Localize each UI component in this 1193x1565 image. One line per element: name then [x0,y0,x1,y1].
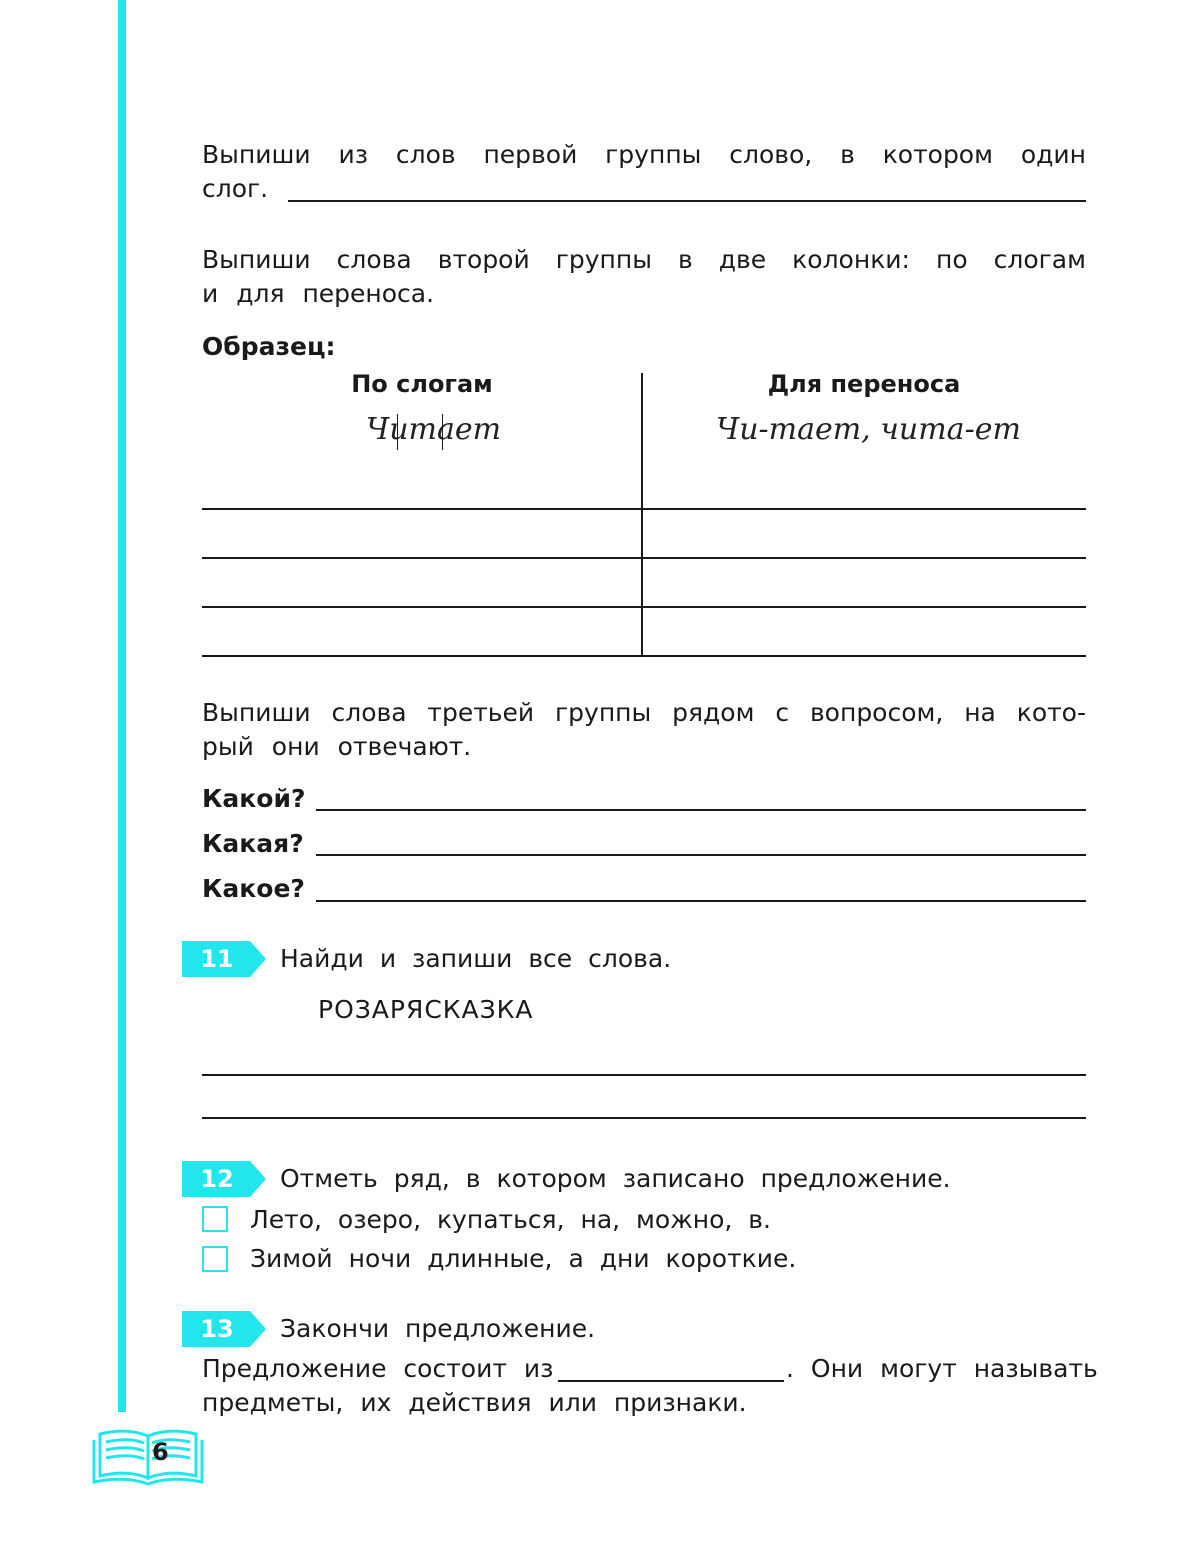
task-number-badge-11 [182,941,266,977]
answer-line-kakoe[interactable] [316,900,1086,902]
task-second-group-line1: Выпиши слова второй группы в две колонки: по слогам [202,245,1086,274]
answer-line-task13[interactable] [558,1380,784,1382]
task-number-12: 12 [200,1165,234,1193]
answer-line-task11-2[interactable] [202,1117,1086,1119]
col-hyphenation-header: Для переноса [767,370,961,398]
sample-label: Образец: [202,332,336,361]
task-first-group-text [202,138,1086,206]
task-number-badge-12 [182,1161,266,1197]
task-second-group-text [202,243,1086,311]
task11-letters: РОЗАРЯСКАЗКА [318,995,534,1024]
task12-text: Отметь ряд, в котором записано предложение. [280,1164,951,1193]
option-checkbox-2[interactable] [202,1246,228,1272]
task-third-group-line1: Выпиши слова третьей группы рядом с вопросом, на кото- [202,698,1086,727]
answer-line-kakoy[interactable] [316,809,1086,811]
task-first-group-line1: Выпиши из слов первой группы слово, в котором один [202,140,1086,169]
syllable-mark-2 [442,414,443,450]
option-text-2: Зимой ночи длинные, а дни короткие. [250,1244,797,1273]
open-book-icon [88,1426,208,1488]
table-row-line-1 [202,508,1086,510]
page-number: 6 [152,1438,169,1466]
example-syllables: Читает [366,412,502,447]
task13-text: Закончи предложение. [280,1314,596,1343]
task-first-group-line2: слог. [202,174,269,203]
task-number-13: 13 [200,1315,234,1343]
table-divider [641,373,643,656]
task-second-group-line2: и для переноса. [202,279,435,308]
option-checkbox-1[interactable] [202,1206,228,1232]
question-kakoy: Какой? [202,784,306,813]
task-number-11: 11 [200,945,234,973]
question-kakoe: Какое? [202,874,305,903]
col-syllables-header: По слогам [351,370,493,398]
answer-line-task11-1[interactable] [202,1074,1086,1076]
task13-line1-before: Предложение состоит из [202,1354,554,1383]
syllable-mark-1 [397,414,398,450]
answer-line-kakaya[interactable] [316,854,1086,856]
option-text-1: Лето, озеро, купаться, на, можно, в. [250,1205,771,1234]
table-row-line-4 [202,655,1086,657]
task-third-group-text [202,696,1086,764]
answer-line-one-syllable[interactable] [288,200,1086,202]
table-row-line-2 [202,557,1086,559]
task13-line1-after: . Они могут называть [786,1354,1098,1383]
task-third-group-line2: рый они отвечают. [202,732,472,761]
question-kakaya: Какая? [202,829,304,858]
task11-text: Найди и запиши все слова. [280,944,672,973]
margin-bar [118,0,126,1412]
task13-line2: предметы, их действия или признаки. [202,1388,747,1417]
table-row-line-3 [202,606,1086,608]
example-hyphenation: Чи-тает, чита-ет [716,412,1021,447]
task-number-badge-13 [182,1311,266,1347]
